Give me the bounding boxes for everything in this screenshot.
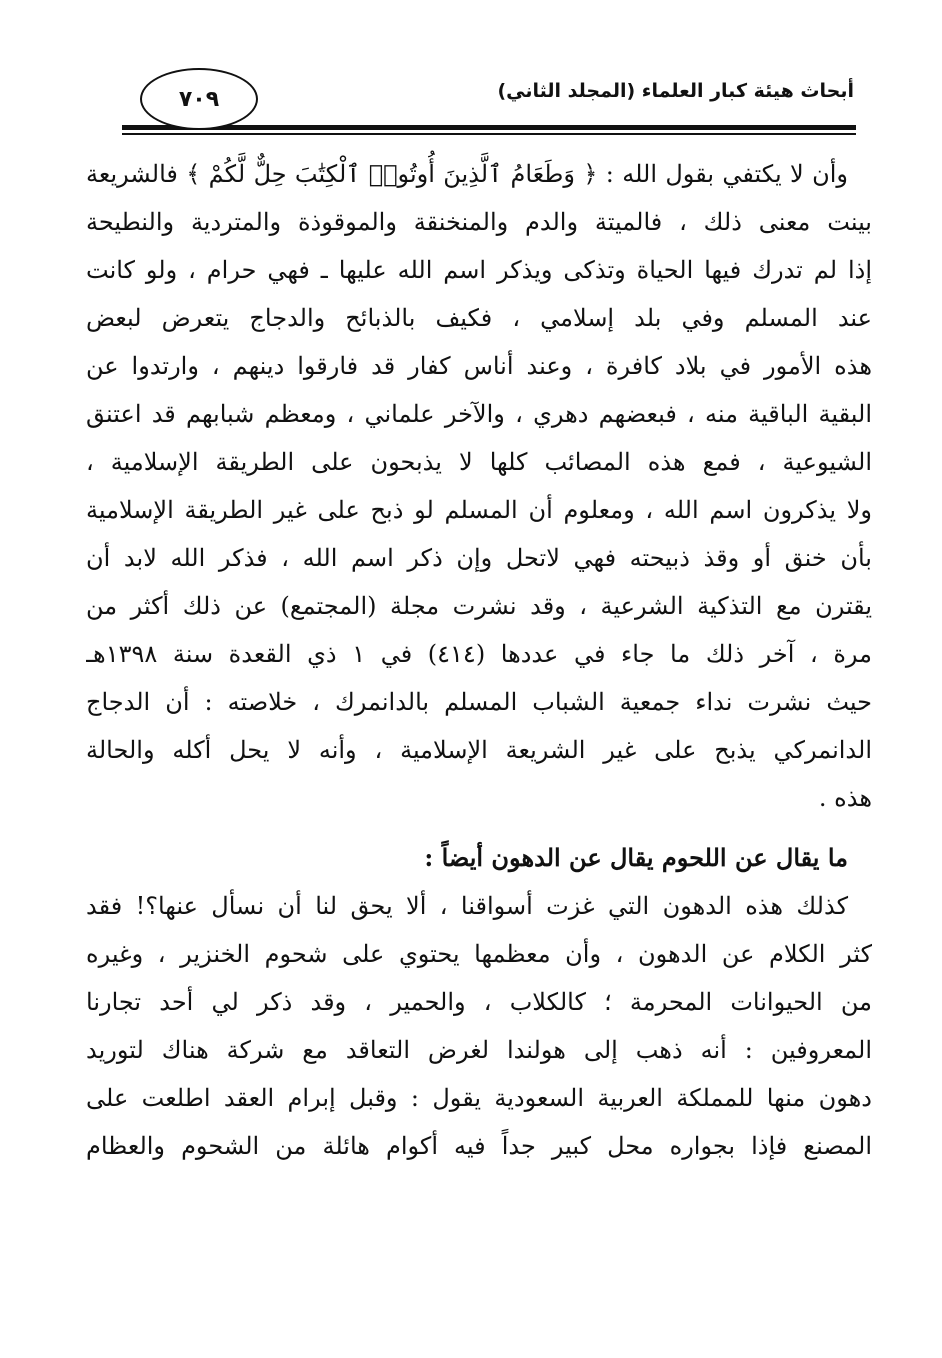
page-number: ٧٠٩ [140, 68, 258, 130]
text-line: بينت معنى ذلك ، فالميتة والدم والمنخنقة والموقوذة والمتردية والنطيحة [86, 208, 872, 236]
text-line: الشيوعية ، فمع هذه المصائب كلها لا يذبحون على الطريقة الإسلامية ، [86, 448, 872, 476]
header-rule-thin [122, 133, 856, 135]
text-line: ولا يذكرون اسم الله ، ومعلوم أن المسلم لو ذبح على غير الطريقة الإسلامية [86, 496, 872, 524]
section-heading: ما يقال عن اللحوم يقال عن الدهون أيضاً : [424, 843, 848, 872]
text-line: حيث نشرت نداء جمعية الشباب المسلم بالدانمرك ، خلاصته : أن الدجاج [86, 688, 872, 716]
text-line: من الحيوانات المحرمة ؛ كالكلاب ، والحمير ، وقد ذكر لي أحد تجارنا [86, 988, 872, 1016]
text-line: هذه . [818, 784, 872, 812]
header-rule-thick [122, 125, 856, 130]
text-line: المعروفين : أنه ذهب إلى هولندا لغرض التعاقد مع شركة هناك لتوريد [86, 1036, 872, 1064]
body-text [86, 150, 872, 1170]
text-line: كثر الكلام عن الدهون ، وأن معظمها يحتوي على شحوم الخنزير ، وغيره [86, 940, 872, 968]
text-line: دهون منها للمملكة العربية السعودية يقول : وقبل إبرام العقد اطلعت على [86, 1084, 872, 1112]
text-line: يقترن مع التذكية الشرعية ، وقد نشرت مجلة (المجتمع) عن ذلك أكثر من [86, 592, 872, 620]
text-line: مرة ، آخر ذلك ما جاء في عددها (٤١٤) في ١ ذي القعدة سنة ١٣٩٨هـ [86, 640, 872, 668]
text-line: المصنع فإذا بجواره محل كبير جداً فيه أكوام هائلة من الشحوم والعظام [86, 1132, 872, 1160]
running-title: أبحاث هيئة كبار العلماء (المجلد الثاني) [497, 80, 854, 102]
paragraph-gap [86, 822, 872, 834]
text-line: إذا لم تدرك فيها الحياة وتذكى ويذكر اسم الله عليها ـ فهي حرام ، ولو كانت [86, 256, 872, 284]
text-line: الدانمركي يذبح على غير الشريعة الإسلامية ، وأنه لا يحل أكله والحالة [86, 736, 872, 764]
text-line: وأن لا يكتفي بقول الله : ﴿ وَطَعَامُ ٱلَّذِينَ أُوتُوا۟ ٱلْكِتَٰبَ حِلٌّ لَّكُمْ ﴾ فالشريعة [86, 160, 848, 188]
text-line: هذه الأمور في بلاد كافرة ، وعند أناس كفار قد فارقوا دينهم ، وارتدوا عن [86, 352, 872, 380]
text-line: بأن خنق أو وقذ ذبيحته فهي لاتحل وإن ذكر اسم الله ، فذكر الله لابد أن [86, 544, 872, 572]
text-line: البقية الباقية منه ، فبعضهم دهري ، والآخر علماني ، ومعظم شبابهم قد اعتنق [86, 400, 872, 428]
text-line: كذلك هذه الدهون التي غزت أسواقنا ، ألا يحق لنا أن نسأل عنها؟! فقد [86, 892, 848, 920]
text-line: عند المسلم وفي بلد إسلامي ، فكيف بالذبائح والدجاج يتعرض لبعض [86, 304, 872, 332]
